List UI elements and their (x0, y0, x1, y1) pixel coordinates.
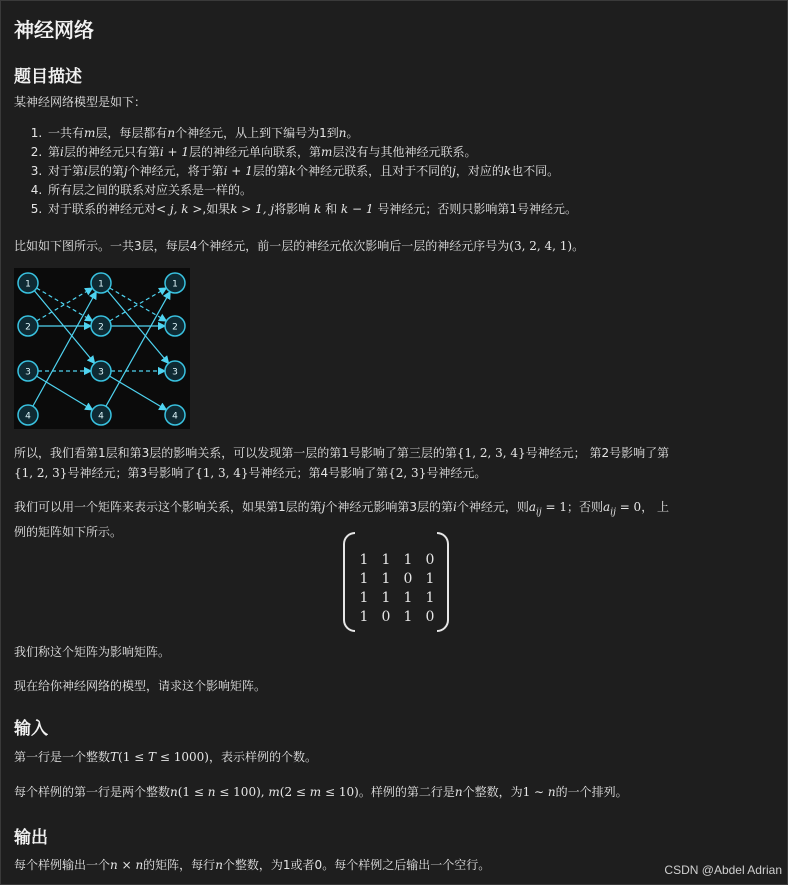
matrix-cell: 0 (425, 551, 435, 568)
matrix-cell: 1 (359, 551, 369, 568)
rules-list (28, 124, 577, 219)
diagram-node-label: 1 (98, 279, 104, 290)
rule-item: 3. 对于第i层的第j个神经元，将于第i + 1层的第k个神经元联系，且对于不同的j，对应的k也不同。 (46, 162, 577, 181)
diagram-node-label: 2 (25, 322, 31, 333)
diagram-node (91, 273, 111, 293)
diagram-edge (33, 292, 96, 406)
network-diagram (14, 268, 190, 429)
matrix-cell: 1 (403, 589, 413, 606)
diagram-edge (34, 291, 94, 364)
diagram-node (18, 405, 38, 425)
diagram-node (91, 316, 111, 336)
matrix-cell: 0 (403, 570, 413, 587)
diagram-node-label: 3 (25, 367, 31, 378)
diagram-node-label: 2 (98, 322, 104, 333)
page-title: 神经网络 (14, 18, 94, 42)
matrix-table (353, 550, 441, 626)
diagram-node-label: 4 (172, 411, 178, 422)
matrix-cell: 1 (359, 589, 369, 606)
intro-text: 某神经网络模型是如下： (14, 95, 147, 109)
section-heading-description: 题目描述 (14, 67, 82, 87)
diagram-edge (106, 292, 170, 407)
matrix-cell: 1 (381, 570, 391, 587)
matrix-cell: 1 (359, 608, 369, 625)
matrix-cell: 1 (425, 570, 435, 587)
input-line-1: 第一行是一个整数T(1 ≤ T ≤ 1000)，表示样例的个数。 (14, 750, 317, 764)
diagram-node-label: 1 (25, 279, 31, 290)
diagram-node-label: 4 (98, 411, 104, 422)
task-text: 现在给你神经网络的模型，请求这个影响矩阵。 (14, 679, 267, 693)
input-line-2: 每个样例的第一行是两个整数n(1 ≤ n ≤ 100), m(2 ≤ m ≤ 10)。样例的第二行是n个整数，为1 ∼ n的一个排列。 (14, 785, 628, 799)
diagram-node (165, 405, 185, 425)
matrix-paragraph: 我们可以用一个矩阵来表示这个影响关系，如果第1层的第j个神经元影响第3层的第i个神经元，则$a_{ij} = 1$；否则$a_{ij} = 0$， 上 例的矩阵如下所示。 (14, 500, 670, 540)
matrix-cell: 1 (425, 589, 435, 606)
matrix-cell: 0 (425, 608, 435, 625)
matrix-name-text: 我们称这个矩阵为影响矩阵。 (14, 645, 171, 659)
diagram-node (91, 361, 111, 381)
rule-item: 2. 第i层的神经元只有第i + 1层的神经元单向联系，第m层没有与其他神经元联系。 (46, 143, 577, 162)
matrix-cell: 1 (403, 551, 413, 568)
influence-matrix (343, 532, 449, 628)
diagram-node-label: 2 (172, 322, 178, 333)
diagram-node (165, 273, 185, 293)
matrix-cell: 1 (359, 570, 369, 587)
matrix-cell: 0 (381, 608, 391, 625)
section-heading-input: 输入 (14, 719, 48, 739)
diagram-edge (37, 376, 93, 410)
diagram-edge (110, 376, 167, 410)
diagram-node-label: 1 (172, 279, 178, 290)
example-text: 比如如下图所示。一共3层，每层4个神经元，前一层的神经元依次影响后一层的神经元序号为(3, 2, 4, 1)。 (14, 239, 585, 253)
diagram-node (18, 316, 38, 336)
matrix-cell: 1 (381, 589, 391, 606)
diagram-edge (107, 291, 168, 364)
output-line-1: 每个样例输出一个n × n的矩阵，每行n个整数，为1或者0。每个样例之后输出一个空行。 (14, 858, 491, 872)
diagram-node-label: 4 (25, 411, 31, 422)
section-heading-output: 输出 (14, 828, 48, 848)
rule-item: 5. 对于联系的神经元对< j, k >,如果k > 1, j将影响 k 和 k − 1 号神经元；否则只影响第1号神经元。 (46, 200, 577, 219)
diagram-node (165, 361, 185, 381)
watermark: CSDN @Abdel Adrian (664, 863, 782, 877)
diagram-node-label: 3 (172, 367, 178, 378)
diagram-node (165, 316, 185, 336)
diagram-node (18, 361, 38, 381)
diagram-node (18, 273, 38, 293)
matrix-cell: 1 (403, 608, 413, 625)
influence-paragraph: 所以，我们看第1层和第3层的影响关系，可以发现第一层的第1号影响了第三层的第{1, 2, 3, 4}号神经元； 第2号影响了第 {1, 2, 3}号神经元；第3号影响了{1, 3, 4}号神经元；第4号影响了第{2, 3}号神经元。 (14, 446, 670, 480)
network-diagram-svg (14, 268, 190, 429)
matrix-cell: 1 (381, 551, 391, 568)
diagram-node (91, 405, 111, 425)
rule-item: 4. 所有层之间的联系对应关系是一样的。 (46, 181, 577, 200)
rule-item: 1. 一共有m层，每层都有n个神经元，从上到下编号为1到n。 (46, 124, 577, 143)
diagram-node-label: 3 (98, 367, 104, 378)
